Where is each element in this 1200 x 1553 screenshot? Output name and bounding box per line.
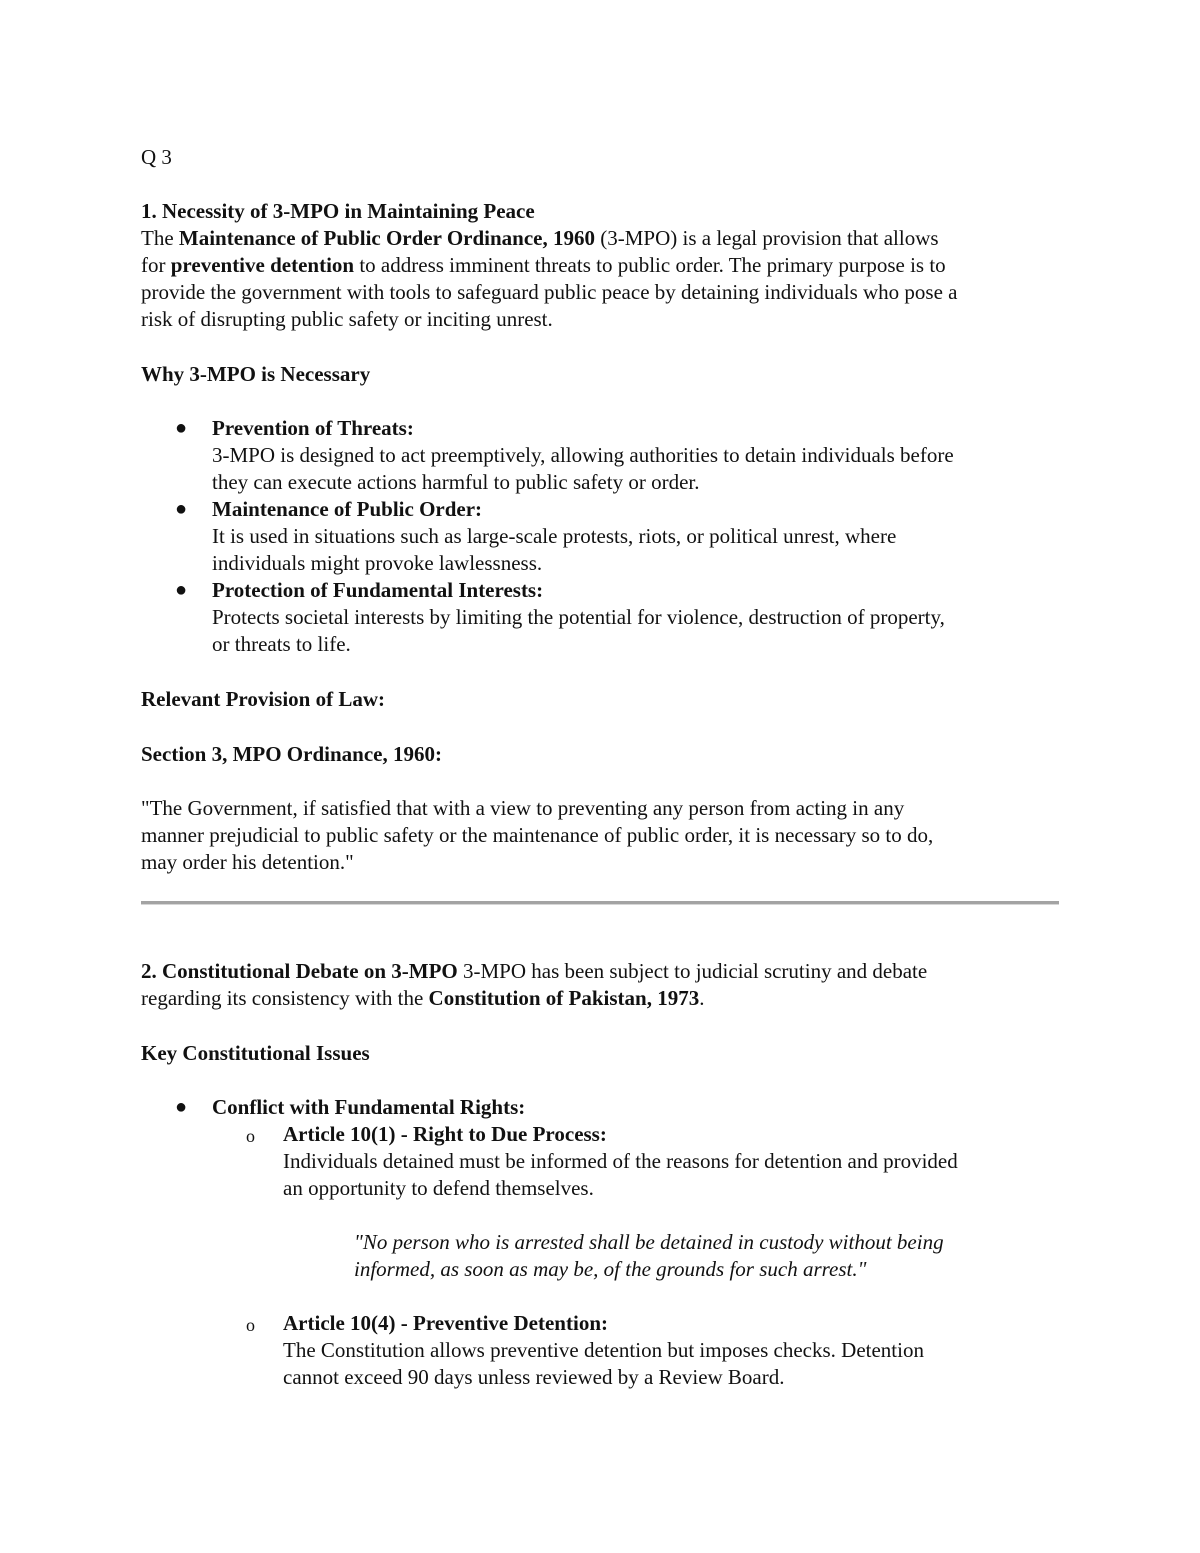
article-quote: "No person who is arrested shall be detained in custody without being informed, as soon as may be, of the grounds for such arrest." (354, 1230, 944, 1281)
intro-line-4: risk of disrupting public safety or inciting unrest. (141, 307, 553, 331)
section-2-intro: 2. Constitutional Debate on 3-MPO 3-MPO has been subject to judicial scrutiny and debate regarding its consistency with the Constitution of Pakistan, 1973. (141, 958, 1071, 1012)
section-1-heading: 1. Necessity of 3-MPO in Maintaining Peace (141, 199, 535, 223)
list-item: ● Protection of Fundamental Interests: Protects societal interests by limiting the potential for violence, destruction of property, or threats to life. (175, 578, 945, 656)
sub-list-item-article-10-4: o Article 10(4) - Preventive Detention: The Constitution allows preventive detention but imposes checks. Detention cannot exceed 90 days unless reviewed by a Review Board. (246, 1311, 924, 1389)
sub-list-item-article-10-1: o Article 10(1) - Right to Due Process: Individuals detained must be informed of the reasons for detention and provided an opportunity to defend themselves. "No person who is arrested shall be detained in custody without being informed, as soon as may be, of the grounds for such arrest." (212, 1121, 1071, 1283)
relevant-provision-heading: Relevant Provision of Law: (141, 687, 386, 711)
section-3-quote: "The Government, if satisfied that with a view to preventing any person from acting in any manner prejudicial to public safety or the maintenance of public order, it is necessary so to do, may order his detention." (141, 796, 934, 874)
bullet-icon: ● (175, 498, 188, 520)
bullet-icon: ● (175, 1096, 188, 1118)
why-heading: Why 3-MPO is Necessary (141, 362, 371, 386)
constitutional-issues-list (141, 1094, 1071, 1391)
section-2-heading: 2. Constitutional Debate on 3-MPO 3-MPO has been subject to judicial scrutiny and debate (141, 959, 928, 983)
horizontal-divider (141, 901, 1059, 905)
bullet-icon: ● (175, 417, 188, 439)
intro-line-2: for preventive detention to address imminent threats to public order. The primary purpose is to (141, 253, 946, 277)
list-item: ● Maintenance of Public Order: It is used in situations such as large-scale protests, riots, or political unrest, where individuals might provoke lawlessness. (175, 497, 897, 575)
section-1-intro (141, 198, 1071, 333)
circle-bullet-icon: o (246, 1315, 255, 1335)
section-3-heading: Section 3, MPO Ordinance, 1960: (141, 742, 442, 766)
list-item: ● Conflict with Fundamental Rights: o Article 10(1) - Right to Due Process: Individuals detained must be informed of the reasons for detention and provided an opportunity to defend themselves. "No person who is arrested shall be detained in custody without being informed, as soon as may be, of the grounds for such arrest." o Article 10(4) - Preventive Detention: The Constitution allows preventive detention but imposes checks. Detention cannot exceed 90 days unless reviewed by a Review Board. (141, 1094, 1071, 1391)
key-issues-heading: Key Constitutional Issues (141, 1041, 370, 1065)
intro-line-1: The Maintenance of Public Order Ordinance, 1960 (3-MPO) is a legal provision that allows (141, 226, 939, 250)
circle-bullet-icon: o (246, 1126, 255, 1146)
why-bullet-list (141, 415, 1071, 658)
question-title: Q 3 (141, 145, 172, 169)
bullet-icon: ● (175, 579, 188, 601)
list-item: ● Prevention of Threats: 3-MPO is designed to act preemptively, allowing authorities to detain individuals before they can execute actions harmful to public safety or order. (175, 416, 954, 494)
intro-line-3: provide the government with tools to safeguard public peace by detaining individuals who pose a (141, 280, 958, 304)
